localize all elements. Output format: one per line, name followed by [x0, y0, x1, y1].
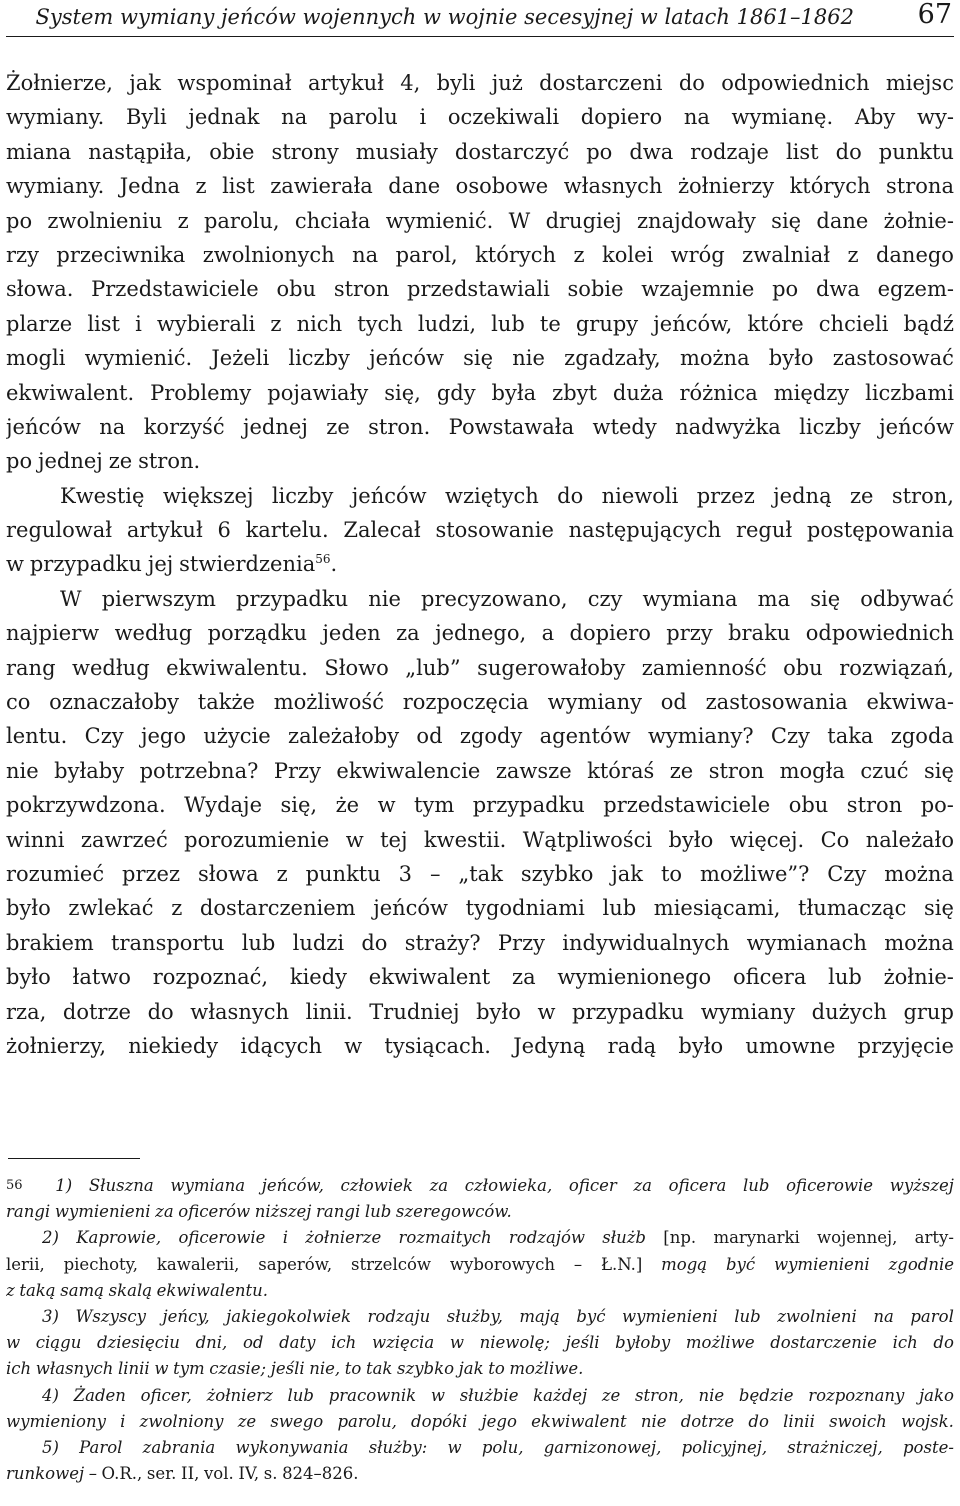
text-line: regulował artykuł 6 kartelu. Zalecał stosowanie następujących reguł postępowania — [6, 518, 954, 543]
text-line: rang według ekwiwalentu. Słowo „lub” sugerowałoby zamienność obu rozwiązań, — [6, 655, 954, 680]
text-line: W pierwszym przypadku nie precyzowano, czy wymiana ma się odbywać — [60, 586, 954, 611]
footnote-line: w ciągu dziesięciu dni, od daty ich wzięcia w niewolę; jeśli byłoby możliwe dostarczenie ich do — [6, 1333, 954, 1353]
main-text — [6, 66, 954, 1063]
text-line: winni zawrzeć porozumienie w tej kwestii. Wątpliwości było więcej. Co należało — [6, 827, 954, 852]
footnote-reference[interactable]: 56 — [315, 552, 331, 567]
text-line: Żołnierze, jak wspominał artykuł 4, byli już dostarczeni do odpowiednich miejsc — [6, 71, 954, 95]
text-line: było łatwo rozpoznać, kiedy ekwiwalent za wymienionego oficera lub żołnie- — [6, 965, 954, 990]
text-line: rza, dotrze do własnych linii. Trudniej było w przypadku wymiany dużych grup — [6, 999, 954, 1024]
text-line: lentu. Czy jego użycie zależałoby od zgody agentów wymiany? Czy taka zgoda — [6, 724, 954, 749]
footnote-line: ich własnych linii w tym czasie; jeśli nie, to tak szybko jak to możliwe. — [6, 1359, 584, 1379]
page-number: 67 — [917, 0, 952, 30]
footnote-number: 56 — [6, 1178, 23, 1193]
text-line: mogli wymienić. Jeżeli liczby jeńców się nie zgadzały, można było zastosować — [6, 346, 954, 371]
footnote-line: runkowej – O.R., ser. II, vol. IV, s. 824–826. — [6, 1464, 359, 1484]
text-line: co oznaczałoby także możliwość rozpoczęcia wymiany od zastosowania ekwiwa- — [6, 690, 954, 715]
text-line: słowa. Przedstawiciele obu stron przedstawiali sobie wzajemnie po dwa egzem- — [6, 277, 954, 302]
footnotes — [6, 1173, 954, 1487]
footnote-line: lerii, piechoty, kawalerii, saperów, strzelców wyborowych – Ł.N.] mogą być wymienieni zgodnie — [6, 1254, 954, 1274]
footnote-separator — [8, 1158, 140, 1159]
text-line: ekwiwalent. Problemy pojawiały się, gdy była zbyt duża różnica między liczbami — [6, 380, 954, 405]
text-line: rozumieć przez słowa z punktu 3 – „tak szybko jak to możliwe”? Czy można — [6, 861, 954, 886]
text-line: w przypadku jej stwierdzenia$^{56}$. — [6, 552, 338, 577]
text-line: brakiem transportu lub ludzi do straży? Przy indywidualnych wymianach można — [6, 930, 954, 955]
text-line: jeńców na korzyść jednej ze stron. Powstawała wtedy nadwyżka liczby jeńców — [6, 414, 954, 439]
text-line: rzy przeciwnika zwolnionych na parol, których z kolei wróg zwalniał z danego — [6, 242, 954, 267]
text-line: wymiany. Jedna z list zawierała dane osobowe własnych żołnierzy których strona — [6, 174, 954, 199]
text-line: po zwolnieniu z parolu, chciała wymienić. W drugiej znajdowały się dane żołnie- — [6, 208, 954, 233]
footnote-line: 5) Parol zabrania wykonywania służby: w polu, garnizonowej, policyjnej, strażniczej, poste- — [42, 1437, 954, 1457]
text-line: nie byłaby potrzebna? Przy ekwiwalencie zawsze któraś ze stron mogła czuć się — [6, 758, 954, 783]
text-line: miana nastąpiła, obie strony musiały dostarczyć po dwa rodzaje list do punktu — [6, 139, 954, 164]
footnote-line: 4) Żaden oficer, żołnierz lub pracownik w służbie każdej ze stron, nie będzie rozpoznany jako — [42, 1385, 954, 1405]
text-line: wymiany. Byli jednak na parolu i oczekiwali dopiero na wymianę. Aby wy- — [6, 105, 954, 130]
text-line: żołnierzy, niekiedy idących w tysiącach. Jedyną radą było umowne przyjęcie — [6, 1033, 954, 1058]
text-line: plarze list i wybierali z nich tych ludzi, lub te grupy jeńców, które chcieli bądź — [6, 311, 954, 336]
footnote-line: 2) Kaprowie, oficerowie i żołnierze rozmaitych rodzajów służb [np. marynarki wojennej, arty- — [42, 1228, 954, 1248]
footnote-line: 3) Wszyscy jeńcy, jakiegokolwiek rodzaju służby, mają być wymienieni lub zwolnieni na parol — [42, 1306, 954, 1326]
running-title: System wymiany jeńców wojennych w wojnie secesyjnej w latach 1861–1862 — [35, 5, 854, 29]
text-line: najpierw według porządku jeden za jednego, a dopiero przy braku odpowiednich — [6, 621, 954, 646]
footnote-line: rangi wymienieni za oficerów niższej rangi lub szeregowców. — [6, 1202, 512, 1222]
text-line: było zwlekać z dostarczeniem jeńców tygodniami lub miesiącami, tłumacząc się — [6, 896, 954, 921]
footnote-line: z taką samą skalą ekwiwalentu. — [6, 1280, 268, 1300]
footnote-line: wymieniony i zwolniony ze swego parolu, dopóki jego ekwiwalent nie dotrze do linii swoich wojsk. — [6, 1411, 954, 1431]
text-line: Kwestię większej liczby jeńców wziętych do niewoli przez jedną ze stron, — [60, 483, 954, 508]
running-header — [6, 0, 954, 37]
text-line: pokrzywdzona. Wydaje się, że w tym przypadku przedstawiciele obu stron po- — [6, 793, 954, 818]
footnote-line: 56 1) Słuszna wymiana jeńców, człowiek za człowieka, oficer za oficera lub oficerowie wyższej — [6, 1173, 954, 1199]
text-line: po jednej ze stron. — [6, 449, 201, 474]
